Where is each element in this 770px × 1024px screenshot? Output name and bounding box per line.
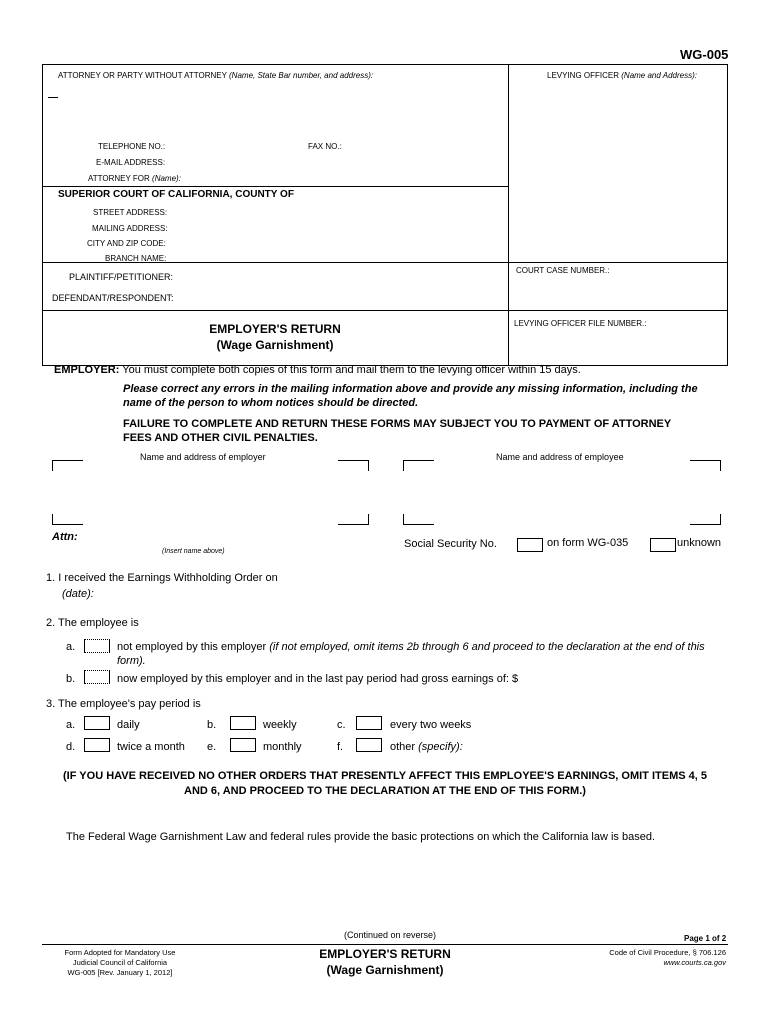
now-employed-checkbox[interactable] (84, 670, 110, 684)
item-1-date-label: (date): (62, 588, 94, 600)
form-number: WG-005 (680, 47, 729, 62)
employee-address-label: Name and address of employee (496, 452, 624, 462)
pay-period-d-letter: d. (66, 741, 76, 753)
code-citation: Code of Civil Procedure, § 706.126 www.courts.ca.gov (609, 948, 726, 967)
item-2b-letter: b. (66, 673, 76, 685)
defendant-label: DEFENDANT/RESPONDENT: (52, 293, 174, 303)
pay-period-monthly-checkbox[interactable] (230, 738, 256, 752)
insert-name-hint: (Insert name above) (162, 548, 225, 555)
pay-period-c-letter: c. (337, 719, 346, 731)
employee-address-field[interactable] (403, 460, 434, 471)
ssn-unknown-checkbox[interactable] (650, 538, 676, 552)
pay-period-daily-checkbox[interactable] (84, 716, 110, 730)
mailing-address-label: MAILING ADDRESS: (92, 224, 168, 233)
item-2a-letter: a. (66, 641, 76, 653)
fax-label: FAX NO.: (308, 142, 342, 151)
notice-line-1: (IF YOU HAVE RECEIVED NO OTHER ORDERS THAT PRESENTLY AFFECT THIS EMPLOYEE'S EARNINGS, OMIT ITEMS 4, 5 (63, 770, 707, 782)
plaintiff-label: PLAINTIFF/PETITIONER: (69, 272, 174, 282)
item-2a-text-2: form). (117, 655, 146, 667)
employer-address-label: Name and address of employer (140, 452, 266, 462)
pay-period-other-label: other (specify): (390, 741, 463, 753)
pay-period-weekly-label: weekly (263, 719, 297, 731)
item-1-text: 1. I received the Earnings Withholding Order on (46, 572, 278, 584)
pay-period-other-checkbox[interactable] (356, 738, 382, 752)
correct-errors-line-2: name of the person to whom notices should be directed. (123, 397, 419, 409)
item-2b-text: now employed by this employer and in the last pay period had gross earnings of: $ (117, 673, 519, 685)
employer-instruction: EMPLOYER: You must complete both copies of this form and mail them to the levying officer within 15 days. (54, 364, 581, 376)
item-2a-text: not employed by this employer (if not employed, omit items 2b through 6 and proceed to the declaration at the end of this (117, 641, 705, 653)
court-title: SUPERIOR COURT OF CALIFORNIA, COUNTY OF (58, 189, 294, 200)
employer-address-field[interactable] (52, 460, 83, 471)
ssn-on-form-label: on form WG-035 (547, 537, 629, 549)
correct-errors-line-1: Please correct any errors in the mailing information above and provide any missing information, including the (123, 383, 698, 395)
form-subtitle: (Wage Garnishment) (216, 338, 334, 352)
footer-subtitle: (Wage Garnishment) (326, 963, 444, 977)
pay-period-b-letter: b. (207, 719, 217, 731)
notice-line-2: AND 6, AND PROCEED TO THE DECLARATION AT THE END OF THIS FORM.) (184, 785, 586, 797)
branch-name-label: BRANCH NAME: (105, 254, 167, 263)
pay-period-every-two-weeks-label: every two weeks (390, 719, 472, 731)
case-number-label: COURT CASE NUMBER.: (516, 266, 610, 275)
failure-warning-line-2: FEES AND OTHER CIVIL PENALTIES. (123, 432, 318, 444)
ssn-label: Social Security No. (404, 538, 497, 550)
attorney-for-label: ATTORNEY FOR (Name): (88, 174, 181, 183)
form-adopted-info: Form Adopted for Mandatory Use Judicial Council of California WG-005 [Rev. January 1, 2012] (64, 948, 176, 977)
continued-on-reverse: (Continued on reverse) (343, 930, 437, 940)
telephone-label: TELEPHONE NO.: (98, 142, 166, 151)
pay-period-daily-label: daily (117, 719, 140, 731)
pay-period-monthly-label: monthly (263, 741, 302, 753)
pay-period-e-letter: e. (207, 741, 217, 753)
city-zip-label: CITY AND ZIP CODE: (87, 239, 166, 248)
pay-period-a-letter: a. (66, 719, 76, 731)
pay-period-every-two-weeks-checkbox[interactable] (356, 716, 382, 730)
item-3-text: 3. The employee's pay period is (46, 698, 201, 710)
ssn-on-form-checkbox[interactable] (517, 538, 543, 552)
attn-label: Attn: (52, 531, 78, 543)
not-employed-checkbox[interactable] (84, 639, 110, 653)
footer-title: EMPLOYER'S RETURN (319, 947, 451, 961)
ssn-unknown-label: unknown (677, 537, 722, 549)
pay-period-f-letter: f. (337, 741, 344, 753)
pay-period-weekly-checkbox[interactable] (230, 716, 256, 730)
failure-warning-line-1: FAILURE TO COMPLETE AND RETURN THESE FORMS MAY SUBJECT YOU TO PAYMENT OF ATTORNEY (123, 418, 672, 430)
levying-officer-label: LEVYING OFFICER (Name and Address): (547, 71, 697, 80)
item-2-text: 2. The employee is (46, 617, 139, 629)
federal-law-text: The Federal Wage Garnishment Law and federal rules provide the basic protections on which the California law is based. (66, 831, 656, 843)
pay-period-twice-a-month-checkbox[interactable] (84, 738, 110, 752)
file-number-label: LEVYING OFFICER FILE NUMBER.: (514, 319, 647, 328)
pay-period-twice-a-month-label: twice a month (117, 741, 185, 753)
street-address-label: STREET ADDRESS: (93, 208, 168, 217)
page-number: Page 1 of 2 (684, 934, 727, 943)
form-title: EMPLOYER'S RETURN (209, 322, 341, 336)
email-label: E-MAIL ADDRESS: (96, 158, 166, 167)
attorney-label: ATTORNEY OR PARTY WITHOUT ATTORNEY (Name, State Bar number, and address): (58, 71, 374, 80)
